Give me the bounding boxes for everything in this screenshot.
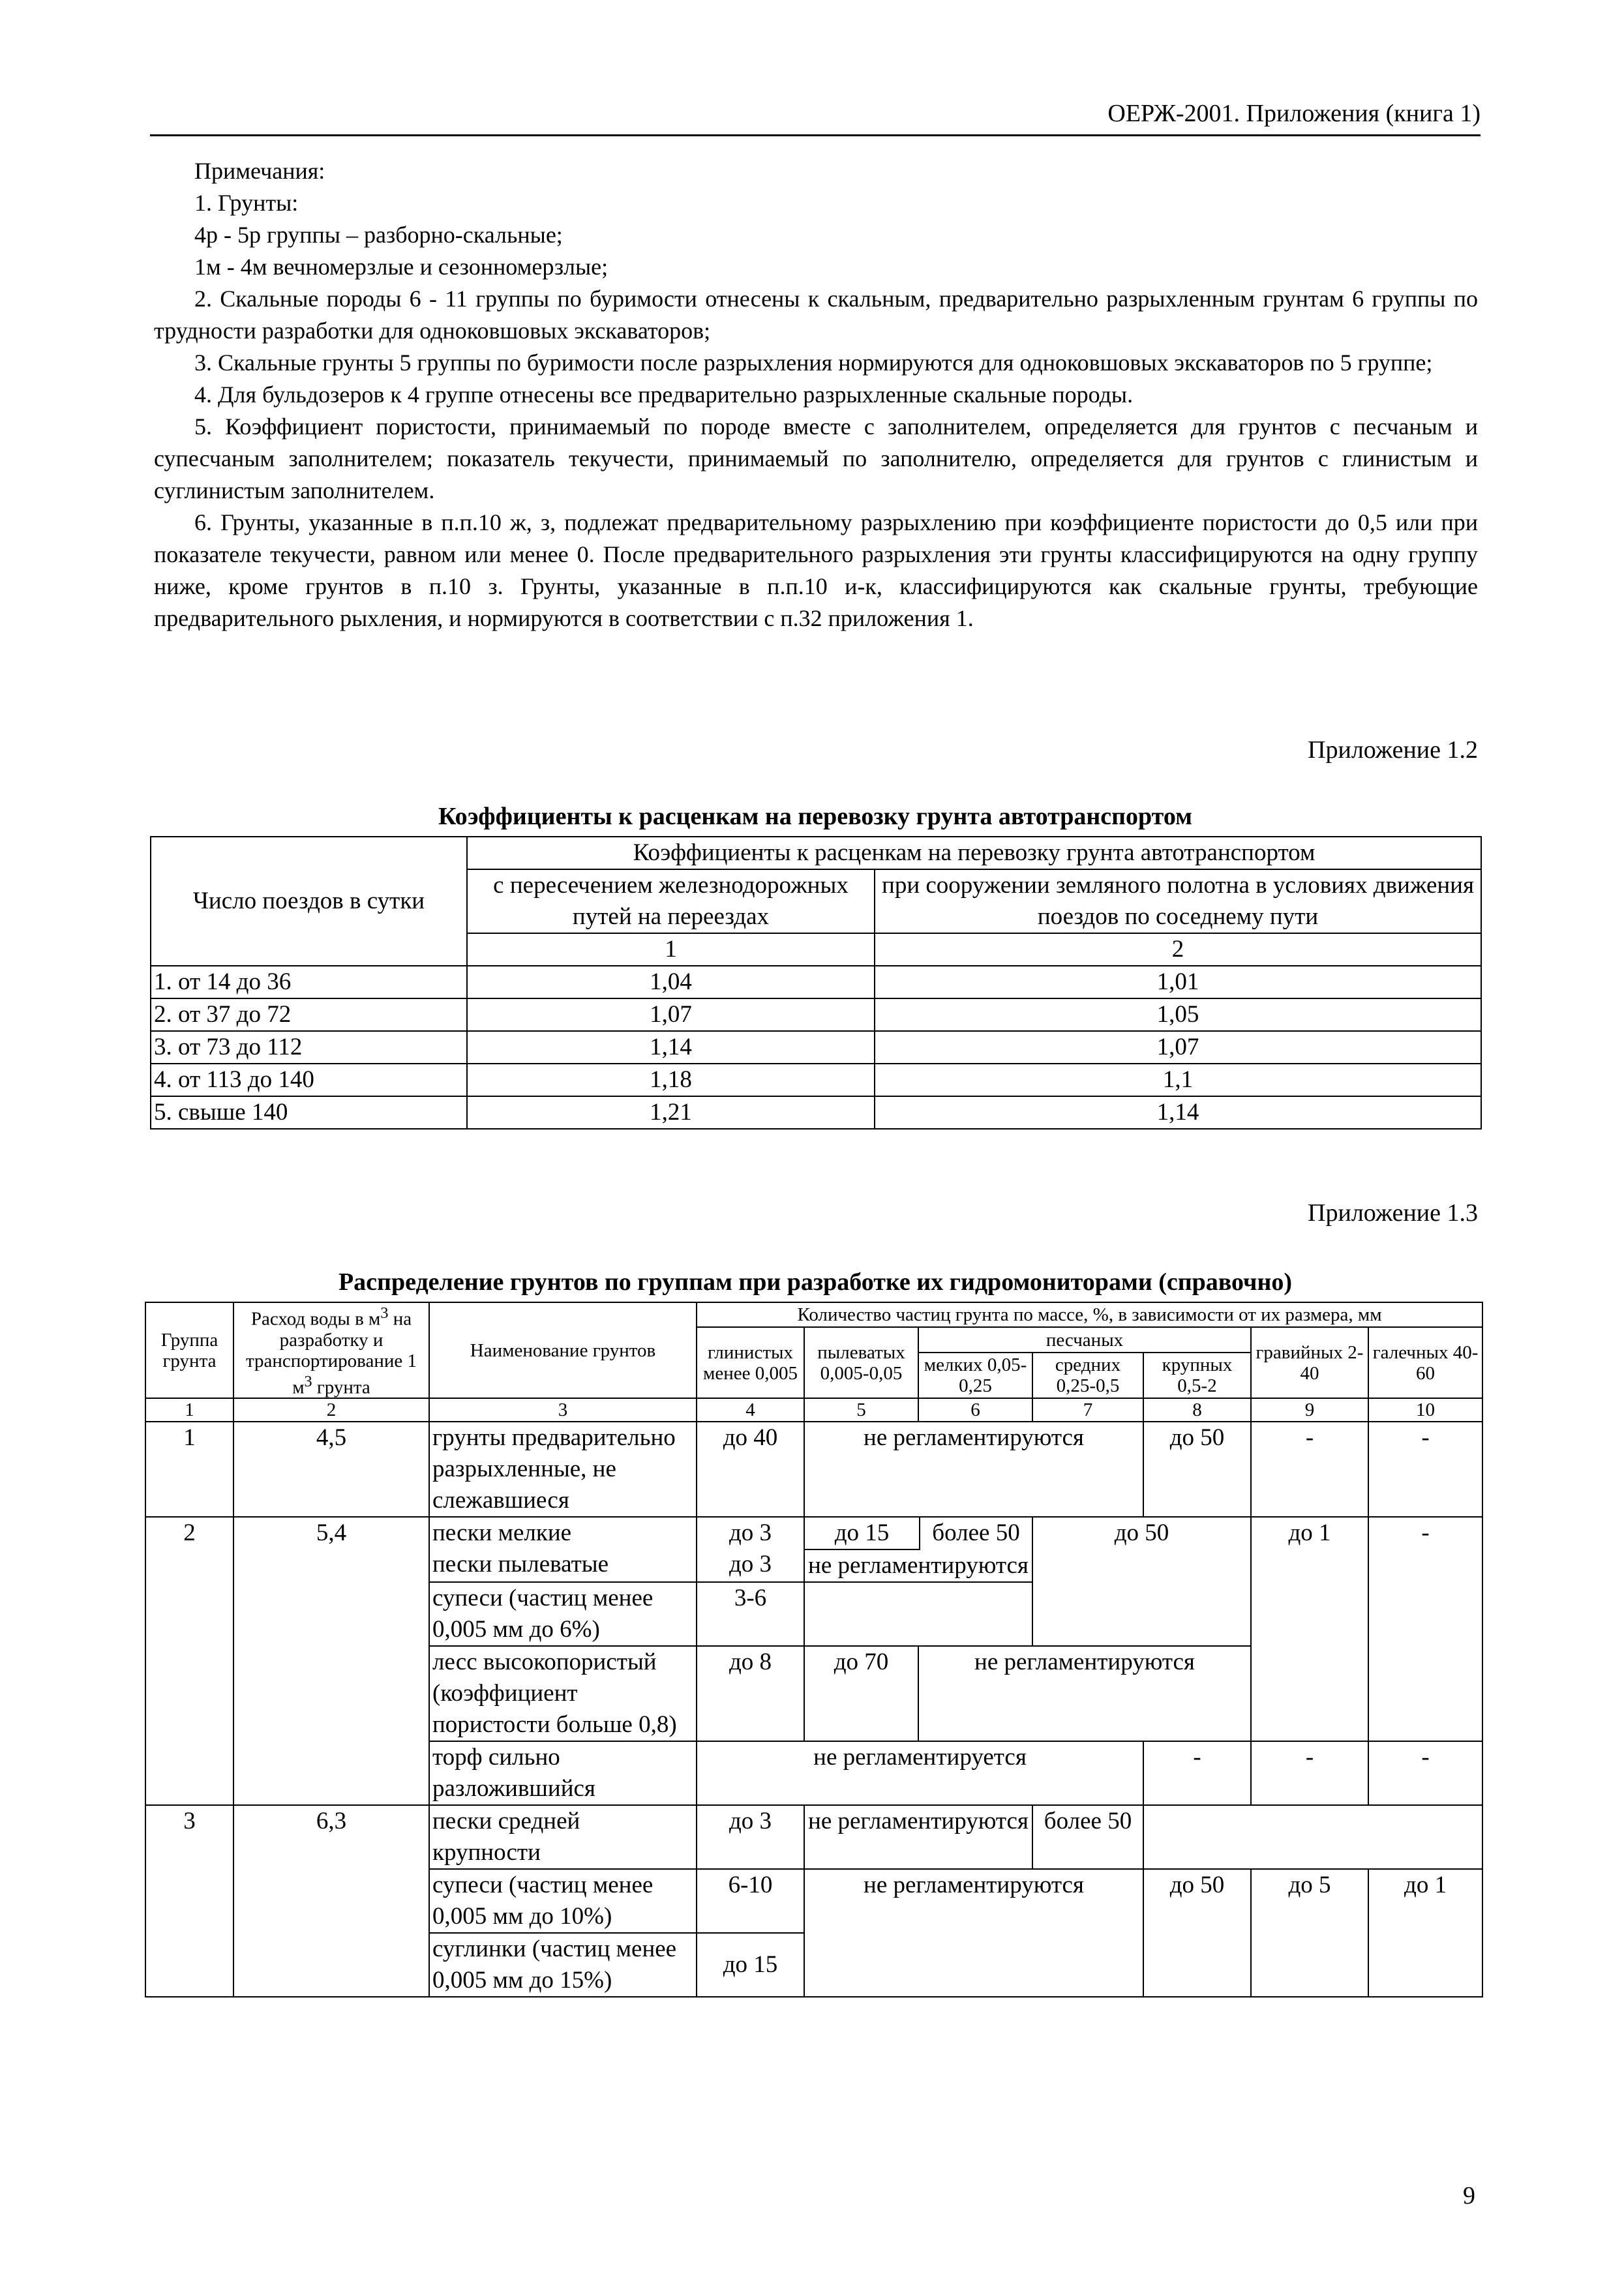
transport-coefficients-table <box>150 836 1482 1130</box>
hydromonitor-soil-groups-table <box>145 1302 1483 1997</box>
column-number: 10 <box>1368 1398 1482 1422</box>
pebble-cell: - <box>1368 1517 1482 1741</box>
column-number: 1 <box>145 1398 233 1422</box>
header-water-text: на разработку и транспортирование 1 м <box>246 1308 417 1398</box>
clay-cell: до 40 <box>697 1422 804 1517</box>
column-number: 2 <box>875 933 1481 966</box>
gravel-cell: до 1 <box>1251 1517 1368 1741</box>
note-item: 4. Для бульдозеров к 4 группе отнесены все предварительно разрыхленные скальные породы. <box>194 382 1134 408</box>
empty-cell <box>804 1582 1032 1646</box>
header-adjacent-track: при сооружении земляного полотна в условиях движения поездов по соседнему пути <box>875 869 1481 933</box>
gravel-cell: до 5 <box>1251 1869 1368 1997</box>
appendix-1-2-label: Приложение 1.2 <box>1308 736 1478 764</box>
header-sand: песчаных <box>918 1327 1251 1353</box>
soil-name-cell: лесс высокопористый (коэффициент пористости больше 0,8) <box>429 1646 697 1741</box>
group-cell: 1 <box>145 1422 233 1517</box>
header-gravel: гравийных 2-40 <box>1251 1327 1368 1398</box>
clay-cell: 3-6 <box>697 1582 804 1646</box>
water-cell: 4,5 <box>233 1422 429 1517</box>
table-row <box>145 1805 1482 1869</box>
header-crossing: с пересечением железнодорожных путей на переездах <box>467 869 875 933</box>
header-coefficients: Коэффициенты к расценкам на перевозку грунта автотранспортом <box>467 837 1481 869</box>
appendix-1-3-label: Приложение 1.3 <box>1308 1199 1478 1227</box>
column-number: 9 <box>1251 1398 1368 1422</box>
header-soil-name: Наименование грунтов <box>429 1302 697 1398</box>
trains-cell: 2. от 37 до 72 <box>151 998 467 1031</box>
table-row <box>145 1517 1482 1582</box>
coefficient-cell: 1,07 <box>875 1031 1481 1064</box>
coefficient-cell: 1,01 <box>875 966 1481 998</box>
page-header <box>150 97 1481 136</box>
appendix-1-2-title: Коэффициенты к расценкам на перевозку грунта автотранспортом <box>438 803 1192 830</box>
coefficient-cell: 1,14 <box>875 1096 1481 1129</box>
notes-heading: Примечания: <box>194 158 325 184</box>
header-sand-coarse: крупных 0,5-2 <box>1143 1353 1251 1398</box>
header-group: Группа грунта <box>145 1302 233 1398</box>
trains-cell: 4. от 113 до 140 <box>151 1064 467 1096</box>
trains-cell: 3. от 73 до 112 <box>151 1031 467 1064</box>
clay-cell: до 15 <box>697 1933 804 1997</box>
table-row <box>151 1031 1481 1064</box>
clay-cell: 6-10 <box>697 1869 804 1933</box>
soil-name-cell: суглинки (частиц менее 0,005 мм до 15%) <box>429 1933 697 1997</box>
fine-sand-value: более 50 <box>932 1519 1020 1547</box>
medium-sand-cell: более 50 <box>1032 1805 1143 1869</box>
page-number: 9 <box>1463 2182 1475 2209</box>
medium-coarse-cell: до 50 <box>1032 1517 1251 1646</box>
coefficient-cell: 1,18 <box>467 1064 875 1096</box>
table-row <box>151 966 1481 998</box>
coefficient-cell: 1,04 <box>467 966 875 998</box>
pebble-cell: - <box>1368 1741 1482 1805</box>
header-sand-medium: средних 0,25-0,5 <box>1032 1353 1143 1398</box>
particles-cell: не регламентируются <box>804 1805 1032 1869</box>
pebble-cell: до 1 <box>1368 1869 1482 1997</box>
trains-cell: 5. свыше 140 <box>151 1096 467 1129</box>
trains-cell: 1. от 14 до 36 <box>151 966 467 998</box>
note-item: 1. Грунты: <box>194 190 299 216</box>
dust-value: до 15 <box>805 1518 920 1550</box>
coefficient-cell: 1,14 <box>467 1031 875 1064</box>
coarse-sand-cell: до 50 <box>1143 1422 1251 1517</box>
gravel-cell: - <box>1251 1422 1368 1517</box>
soil-name-cell: пески мелкие пески пылеватые <box>429 1517 697 1582</box>
dust-cell: до 70 <box>804 1646 918 1741</box>
header-trains-per-day: Число поездов в сутки <box>151 837 467 966</box>
pebble-cell: - <box>1368 1422 1482 1517</box>
column-number: 1 <box>467 933 875 966</box>
column-number: 2 <box>233 1398 429 1422</box>
superscript: 3 <box>380 1304 389 1322</box>
document-title: ОЕРЖ-2001. Приложения (книга 1) <box>1107 100 1481 127</box>
water-cell: 6,3 <box>233 1805 429 1997</box>
particles-cell: не регламентируются <box>804 1422 1143 1517</box>
water-cell: 5,4 <box>233 1517 429 1805</box>
superscript: 3 <box>304 1372 312 1390</box>
header-dust: пылеватых 0,005-0,05 <box>804 1327 918 1398</box>
header-water-text: Расход воды в м <box>250 1308 381 1330</box>
column-number: 3 <box>429 1398 697 1422</box>
header-clay: глинистых менее 0,005 <box>697 1327 804 1398</box>
clay-cell: до 3 до 3 <box>697 1517 804 1582</box>
soil-name-cell: торф сильно разложившийся <box>429 1741 697 1805</box>
group-cell: 3 <box>145 1805 233 1997</box>
table-row <box>151 1064 1481 1096</box>
note-item: 6. Грунты, указанные в п.п.10 ж, з, подлежат предварительному разрыхлению при коэффициенте пористости до 0,5 или при показателе текучести, равном или менее 0. После предварительного разрыхления эти грунты классифицируются на одну группу ниже, кроме грунтов в п.10 з. Грунты, указанные в п.п.10 и-к, классифицируются как скальные грунты, требующие предварительного рыхления, и нормируются в соответствии с п.32 приложения 1. <box>154 509 1478 631</box>
note-item: 1м - 4м вечномерзлые и сезонномерзлые; <box>194 254 609 280</box>
note-item: 2. Скальные породы 6 - 11 группы по буримости отнесены к скальным, предварительно разрыхленным грунтам 6 группы по трудности разработки для одноковшовых экскаваторов; <box>154 286 1478 344</box>
unregulated-value: не регламентируются <box>808 1552 1029 1579</box>
clay-cell: до 3 <box>697 1805 804 1869</box>
coarse-sand-cell: - <box>1143 1741 1251 1805</box>
gravel-cell: - <box>1251 1741 1368 1805</box>
note-item: 4р - 5р группы – разборно-скальные; <box>194 222 563 248</box>
empty-cell <box>1143 1805 1482 1869</box>
column-number: 5 <box>804 1398 918 1422</box>
note-item: 5. Коэффициент пористости, принимаемый по породе вместе с заполнителем, определяется для грунтов с песчаным и супесчаным заполнителем; показатель текучести, принимаемый по заполнителю, определяется для грунтов с глинистым и суглинистым заполнителем. <box>154 413 1478 503</box>
soil-name-cell: супеси (частиц менее 0,005 мм до 10%) <box>429 1869 697 1933</box>
group-cell: 2 <box>145 1517 233 1805</box>
dust-fine-cell <box>804 1517 1032 1582</box>
column-number: 4 <box>697 1398 804 1422</box>
header-sand-fine: мелких 0,05-0,25 <box>918 1353 1032 1398</box>
particles-cell: не регламентируются <box>804 1869 1143 1997</box>
coefficient-cell: 1,1 <box>875 1064 1481 1096</box>
column-number: 7 <box>1032 1398 1143 1422</box>
soil-name-cell: пески средней крупности <box>429 1805 697 1869</box>
header-water-text: грунта <box>316 1377 370 1398</box>
table-row <box>151 998 1481 1031</box>
table-row <box>145 1422 1482 1517</box>
header-pebble: галечных 40-60 <box>1368 1327 1482 1398</box>
column-number: 6 <box>918 1398 1032 1422</box>
soil-name-cell: супеси (частиц менее 0,005 мм до 6%) <box>429 1582 697 1646</box>
table-row <box>151 1096 1481 1129</box>
appendix-1-3-title: Распределение грунтов по группам при разработке их гидромониторами (справочно) <box>338 1268 1293 1296</box>
column-number: 8 <box>1143 1398 1251 1422</box>
note-item: 3. Скальные грунты 5 группы по буримости после разрыхления нормируются для одноковшовых экскаваторов по 5 группе; <box>194 350 1433 376</box>
header-particle-quantity: Количество частиц грунта по массе, %, в зависимости от их размера, мм <box>697 1302 1482 1327</box>
coarse-sand-cell: до 50 <box>1143 1869 1251 1997</box>
clay-cell: до 8 <box>697 1646 804 1741</box>
header-water-consumption <box>233 1302 429 1398</box>
soil-name-cell: грунты предварительно разрыхленные, не слежавшиеся <box>429 1422 697 1517</box>
notes-section <box>154 155 1478 635</box>
coefficient-cell: 1,07 <box>467 998 875 1031</box>
coefficient-cell: 1,05 <box>875 998 1481 1031</box>
particles-cell: не регламентируется <box>697 1741 1143 1805</box>
particles-cell: не регламентируются <box>918 1646 1251 1741</box>
coefficient-cell: 1,21 <box>467 1096 875 1129</box>
